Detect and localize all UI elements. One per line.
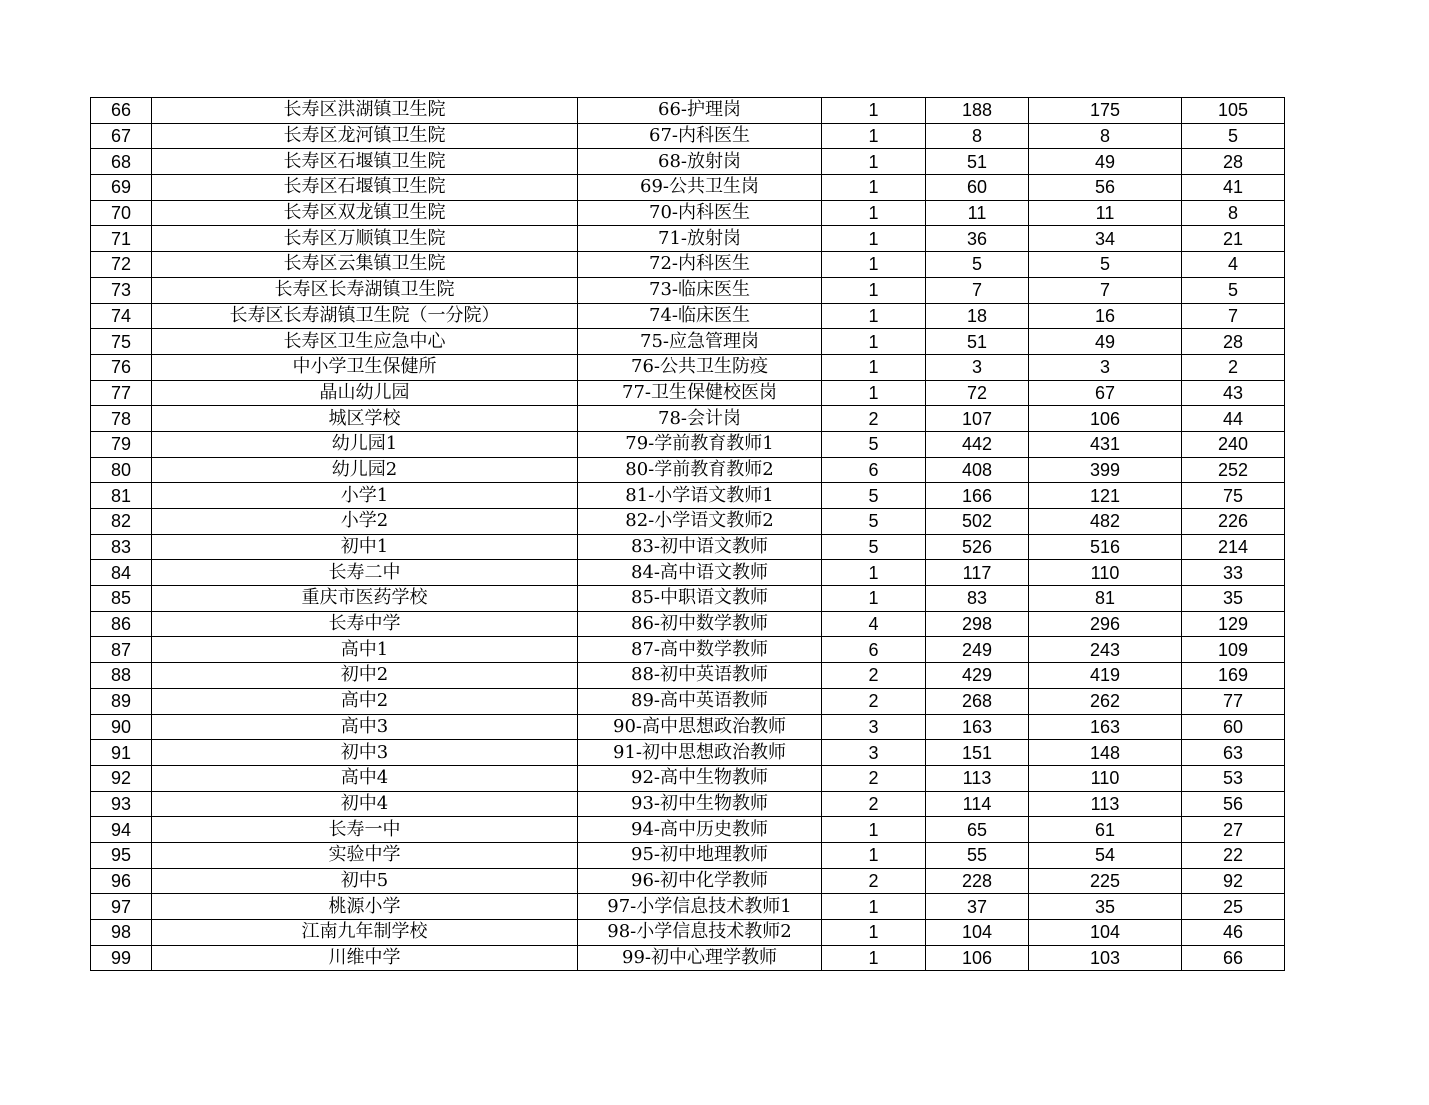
applicants-cell: 37 [926, 894, 1029, 920]
quota-cell: 3 [822, 714, 926, 740]
qualified-cell: 5 [1029, 252, 1182, 278]
applicants-cell: 249 [926, 637, 1029, 663]
row-number-cell: 77 [91, 380, 152, 406]
paid-cell: 77 [1182, 688, 1285, 714]
row-number-cell: 95 [91, 842, 152, 868]
unit-name-cell: 城区学校 [152, 406, 578, 432]
quota-cell: 3 [822, 740, 926, 766]
position-cell: 90-高中思想政治教师 [578, 714, 822, 740]
applicants-cell: 18 [926, 303, 1029, 329]
paid-cell: 56 [1182, 791, 1285, 817]
position-cell: 85-中职语文教师 [578, 586, 822, 612]
table-row [91, 842, 1285, 868]
unit-name-cell: 长寿区洪湖镇卫生院 [152, 98, 578, 124]
paid-cell: 53 [1182, 765, 1285, 791]
unit-name-cell: 小学1 [152, 483, 578, 509]
unit-name-cell: 长寿区龙河镇卫生院 [152, 123, 578, 149]
position-cell: 81-小学语文教师1 [578, 483, 822, 509]
applicants-cell: 51 [926, 149, 1029, 175]
paid-cell: 226 [1182, 509, 1285, 535]
qualified-cell: 262 [1029, 688, 1182, 714]
position-cell: 89-高中英语教师 [578, 688, 822, 714]
unit-name-cell: 初中4 [152, 791, 578, 817]
qualified-cell: 431 [1029, 431, 1182, 457]
quota-cell: 1 [822, 303, 926, 329]
applicants-cell: 268 [926, 688, 1029, 714]
applicants-cell: 104 [926, 920, 1029, 946]
row-number-cell: 94 [91, 817, 152, 843]
paid-cell: 46 [1182, 920, 1285, 946]
position-cell: 88-初中英语教师 [578, 663, 822, 689]
row-number-cell: 74 [91, 303, 152, 329]
table-row [91, 560, 1285, 586]
qualified-cell: 8 [1029, 123, 1182, 149]
table-row [91, 714, 1285, 740]
quota-cell: 5 [822, 431, 926, 457]
unit-name-cell: 初中1 [152, 534, 578, 560]
table-row [91, 457, 1285, 483]
applicants-cell: 83 [926, 586, 1029, 612]
position-cell: 78-会计岗 [578, 406, 822, 432]
row-number-cell: 89 [91, 688, 152, 714]
paid-cell: 109 [1182, 637, 1285, 663]
quota-cell: 1 [822, 560, 926, 586]
position-cell: 99-初中心理学教师 [578, 945, 822, 971]
position-cell: 71-放射岗 [578, 226, 822, 252]
position-cell: 67-内科医生 [578, 123, 822, 149]
table-row [91, 868, 1285, 894]
qualified-cell: 81 [1029, 586, 1182, 612]
applicants-cell: 113 [926, 765, 1029, 791]
position-cell: 86-初中数学教师 [578, 611, 822, 637]
paid-cell: 5 [1182, 277, 1285, 303]
paid-cell: 21 [1182, 226, 1285, 252]
unit-name-cell: 江南九年制学校 [152, 920, 578, 946]
table-row [91, 920, 1285, 946]
qualified-cell: 113 [1029, 791, 1182, 817]
applicants-cell: 8 [926, 123, 1029, 149]
table-body [91, 98, 1285, 971]
row-number-cell: 67 [91, 123, 152, 149]
quota-cell: 1 [822, 98, 926, 124]
position-cell: 73-临床医生 [578, 277, 822, 303]
row-number-cell: 90 [91, 714, 152, 740]
quota-cell: 1 [822, 175, 926, 201]
quota-cell: 1 [822, 200, 926, 226]
quota-cell: 5 [822, 509, 926, 535]
qualified-cell: 67 [1029, 380, 1182, 406]
table-row [91, 509, 1285, 535]
table-row [91, 123, 1285, 149]
quota-cell: 5 [822, 534, 926, 560]
unit-name-cell: 长寿区万顺镇卫生院 [152, 226, 578, 252]
unit-name-cell: 长寿区石堰镇卫生院 [152, 149, 578, 175]
row-number-cell: 68 [91, 149, 152, 175]
applicants-cell: 442 [926, 431, 1029, 457]
qualified-cell: 61 [1029, 817, 1182, 843]
applicants-cell: 166 [926, 483, 1029, 509]
unit-name-cell: 长寿一中 [152, 817, 578, 843]
table-row [91, 431, 1285, 457]
qualified-cell: 49 [1029, 329, 1182, 355]
position-cell: 92-高中生物教师 [578, 765, 822, 791]
quota-cell: 1 [822, 945, 926, 971]
quota-cell: 5 [822, 483, 926, 509]
row-number-cell: 73 [91, 277, 152, 303]
paid-cell: 2 [1182, 354, 1285, 380]
row-number-cell: 81 [91, 483, 152, 509]
table-row [91, 611, 1285, 637]
qualified-cell: 419 [1029, 663, 1182, 689]
table-row [91, 200, 1285, 226]
qualified-cell: 104 [1029, 920, 1182, 946]
quota-cell: 1 [822, 586, 926, 612]
data-table [90, 97, 1285, 971]
position-cell: 83-初中语文教师 [578, 534, 822, 560]
applicants-cell: 36 [926, 226, 1029, 252]
paid-cell: 169 [1182, 663, 1285, 689]
qualified-cell: 11 [1029, 200, 1182, 226]
qualified-cell: 296 [1029, 611, 1182, 637]
table-row [91, 586, 1285, 612]
row-number-cell: 79 [91, 431, 152, 457]
unit-name-cell: 实验中学 [152, 842, 578, 868]
position-cell: 95-初中地理教师 [578, 842, 822, 868]
table-row [91, 98, 1285, 124]
unit-name-cell: 长寿区石堰镇卫生院 [152, 175, 578, 201]
quota-cell: 1 [822, 277, 926, 303]
table-row [91, 637, 1285, 663]
quota-cell: 2 [822, 791, 926, 817]
table-row [91, 175, 1285, 201]
quota-cell: 1 [822, 149, 926, 175]
qualified-cell: 175 [1029, 98, 1182, 124]
qualified-cell: 35 [1029, 894, 1182, 920]
unit-name-cell: 初中2 [152, 663, 578, 689]
row-number-cell: 97 [91, 894, 152, 920]
paid-cell: 27 [1182, 817, 1285, 843]
paid-cell: 92 [1182, 868, 1285, 894]
paid-cell: 66 [1182, 945, 1285, 971]
paid-cell: 28 [1182, 149, 1285, 175]
applicants-cell: 106 [926, 945, 1029, 971]
unit-name-cell: 重庆市医药学校 [152, 586, 578, 612]
unit-name-cell: 初中5 [152, 868, 578, 894]
qualified-cell: 103 [1029, 945, 1182, 971]
table-row [91, 534, 1285, 560]
unit-name-cell: 长寿区长寿湖镇卫生院 [152, 277, 578, 303]
qualified-cell: 3 [1029, 354, 1182, 380]
table-row [91, 277, 1285, 303]
applicants-cell: 502 [926, 509, 1029, 535]
qualified-cell: 399 [1029, 457, 1182, 483]
paid-cell: 60 [1182, 714, 1285, 740]
position-cell: 79-学前教育教师1 [578, 431, 822, 457]
quota-cell: 2 [822, 765, 926, 791]
applicants-cell: 298 [926, 611, 1029, 637]
table-row [91, 303, 1285, 329]
position-cell: 82-小学语文教师2 [578, 509, 822, 535]
position-cell: 70-内科医生 [578, 200, 822, 226]
unit-name-cell: 中小学卫生保健所 [152, 354, 578, 380]
applicants-cell: 5 [926, 252, 1029, 278]
unit-name-cell: 晶山幼儿园 [152, 380, 578, 406]
qualified-cell: 110 [1029, 560, 1182, 586]
unit-name-cell: 长寿区卫生应急中心 [152, 329, 578, 355]
applicants-cell: 114 [926, 791, 1029, 817]
row-number-cell: 96 [91, 868, 152, 894]
table-row [91, 817, 1285, 843]
qualified-cell: 54 [1029, 842, 1182, 868]
applicants-cell: 151 [926, 740, 1029, 766]
paid-cell: 240 [1182, 431, 1285, 457]
paid-cell: 28 [1182, 329, 1285, 355]
paid-cell: 35 [1182, 586, 1285, 612]
paid-cell: 5 [1182, 123, 1285, 149]
position-cell: 91-初中思想政治教师 [578, 740, 822, 766]
row-number-cell: 98 [91, 920, 152, 946]
row-number-cell: 82 [91, 509, 152, 535]
position-cell: 97-小学信息技术教师1 [578, 894, 822, 920]
table-row [91, 354, 1285, 380]
position-cell: 75-应急管理岗 [578, 329, 822, 355]
table-row [91, 894, 1285, 920]
position-cell: 84-高中语文教师 [578, 560, 822, 586]
paid-cell: 105 [1182, 98, 1285, 124]
qualified-cell: 225 [1029, 868, 1182, 894]
position-cell: 69-公共卫生岗 [578, 175, 822, 201]
unit-name-cell: 长寿区双龙镇卫生院 [152, 200, 578, 226]
applicants-cell: 163 [926, 714, 1029, 740]
paid-cell: 75 [1182, 483, 1285, 509]
table-row [91, 329, 1285, 355]
paid-cell: 44 [1182, 406, 1285, 432]
position-cell: 93-初中生物教师 [578, 791, 822, 817]
table-row [91, 740, 1285, 766]
qualified-cell: 482 [1029, 509, 1182, 535]
quota-cell: 1 [822, 380, 926, 406]
qualified-cell: 163 [1029, 714, 1182, 740]
position-cell: 74-临床医生 [578, 303, 822, 329]
unit-name-cell: 长寿中学 [152, 611, 578, 637]
unit-name-cell: 川维中学 [152, 945, 578, 971]
table-row [91, 791, 1285, 817]
quota-cell: 1 [822, 354, 926, 380]
row-number-cell: 87 [91, 637, 152, 663]
qualified-cell: 16 [1029, 303, 1182, 329]
table-row [91, 226, 1285, 252]
row-number-cell: 84 [91, 560, 152, 586]
qualified-cell: 34 [1029, 226, 1182, 252]
quota-cell: 1 [822, 920, 926, 946]
table-row [91, 406, 1285, 432]
applicants-cell: 7 [926, 277, 1029, 303]
paid-cell: 129 [1182, 611, 1285, 637]
quota-cell: 1 [822, 226, 926, 252]
paid-cell: 22 [1182, 842, 1285, 868]
qualified-cell: 56 [1029, 175, 1182, 201]
paid-cell: 41 [1182, 175, 1285, 201]
paid-cell: 25 [1182, 894, 1285, 920]
row-number-cell: 99 [91, 945, 152, 971]
row-number-cell: 72 [91, 252, 152, 278]
table-row [91, 765, 1285, 791]
unit-name-cell: 初中3 [152, 740, 578, 766]
applicants-cell: 11 [926, 200, 1029, 226]
unit-name-cell: 小学2 [152, 509, 578, 535]
applicants-cell: 228 [926, 868, 1029, 894]
quota-cell: 1 [822, 817, 926, 843]
paid-cell: 63 [1182, 740, 1285, 766]
position-cell: 96-初中化学教师 [578, 868, 822, 894]
applicants-cell: 3 [926, 354, 1029, 380]
unit-name-cell: 幼儿园1 [152, 431, 578, 457]
qualified-cell: 121 [1029, 483, 1182, 509]
row-number-cell: 93 [91, 791, 152, 817]
qualified-cell: 148 [1029, 740, 1182, 766]
row-number-cell: 66 [91, 98, 152, 124]
row-number-cell: 91 [91, 740, 152, 766]
applicants-cell: 188 [926, 98, 1029, 124]
row-number-cell: 76 [91, 354, 152, 380]
applicants-cell: 526 [926, 534, 1029, 560]
row-number-cell: 70 [91, 200, 152, 226]
row-number-cell: 69 [91, 175, 152, 201]
row-number-cell: 85 [91, 586, 152, 612]
position-cell: 66-护理岗 [578, 98, 822, 124]
table-row [91, 483, 1285, 509]
applicants-cell: 117 [926, 560, 1029, 586]
quota-cell: 2 [822, 688, 926, 714]
quota-cell: 4 [822, 611, 926, 637]
table-row [91, 252, 1285, 278]
applicants-cell: 65 [926, 817, 1029, 843]
paid-cell: 43 [1182, 380, 1285, 406]
unit-name-cell: 桃源小学 [152, 894, 578, 920]
table-row [91, 945, 1285, 971]
applicants-cell: 408 [926, 457, 1029, 483]
quota-cell: 1 [822, 894, 926, 920]
unit-name-cell: 高中2 [152, 688, 578, 714]
quota-cell: 2 [822, 868, 926, 894]
qualified-cell: 110 [1029, 765, 1182, 791]
table-row [91, 688, 1285, 714]
row-number-cell: 78 [91, 406, 152, 432]
position-cell: 87-高中数学教师 [578, 637, 822, 663]
row-number-cell: 75 [91, 329, 152, 355]
quota-cell: 1 [822, 329, 926, 355]
unit-name-cell: 长寿区长寿湖镇卫生院（一分院） [152, 303, 578, 329]
qualified-cell: 243 [1029, 637, 1182, 663]
unit-name-cell: 幼儿园2 [152, 457, 578, 483]
position-cell: 76-公共卫生防疫 [578, 354, 822, 380]
paid-cell: 214 [1182, 534, 1285, 560]
applicants-cell: 107 [926, 406, 1029, 432]
paid-cell: 33 [1182, 560, 1285, 586]
qualified-cell: 106 [1029, 406, 1182, 432]
table-row [91, 380, 1285, 406]
position-cell: 68-放射岗 [578, 149, 822, 175]
quota-cell: 1 [822, 123, 926, 149]
position-cell: 72-内科医生 [578, 252, 822, 278]
position-cell: 80-学前教育教师2 [578, 457, 822, 483]
applicants-cell: 55 [926, 842, 1029, 868]
quota-cell: 6 [822, 637, 926, 663]
unit-name-cell: 长寿区云集镇卫生院 [152, 252, 578, 278]
paid-cell: 7 [1182, 303, 1285, 329]
position-cell: 98-小学信息技术教师2 [578, 920, 822, 946]
quota-cell: 2 [822, 406, 926, 432]
unit-name-cell: 高中1 [152, 637, 578, 663]
row-number-cell: 71 [91, 226, 152, 252]
quota-cell: 6 [822, 457, 926, 483]
paid-cell: 252 [1182, 457, 1285, 483]
row-number-cell: 86 [91, 611, 152, 637]
unit-name-cell: 高中4 [152, 765, 578, 791]
applicants-cell: 429 [926, 663, 1029, 689]
table-row [91, 149, 1285, 175]
row-number-cell: 80 [91, 457, 152, 483]
row-number-cell: 88 [91, 663, 152, 689]
applicants-cell: 60 [926, 175, 1029, 201]
quota-cell: 2 [822, 663, 926, 689]
row-number-cell: 92 [91, 765, 152, 791]
unit-name-cell: 长寿二中 [152, 560, 578, 586]
quota-cell: 1 [822, 252, 926, 278]
unit-name-cell: 高中3 [152, 714, 578, 740]
paid-cell: 8 [1182, 200, 1285, 226]
applicants-cell: 72 [926, 380, 1029, 406]
qualified-cell: 516 [1029, 534, 1182, 560]
position-cell: 77-卫生保健校医岗 [578, 380, 822, 406]
quota-cell: 1 [822, 842, 926, 868]
position-cell: 94-高中历史教师 [578, 817, 822, 843]
paid-cell: 4 [1182, 252, 1285, 278]
row-number-cell: 83 [91, 534, 152, 560]
qualified-cell: 7 [1029, 277, 1182, 303]
qualified-cell: 49 [1029, 149, 1182, 175]
table-row [91, 663, 1285, 689]
applicants-cell: 51 [926, 329, 1029, 355]
